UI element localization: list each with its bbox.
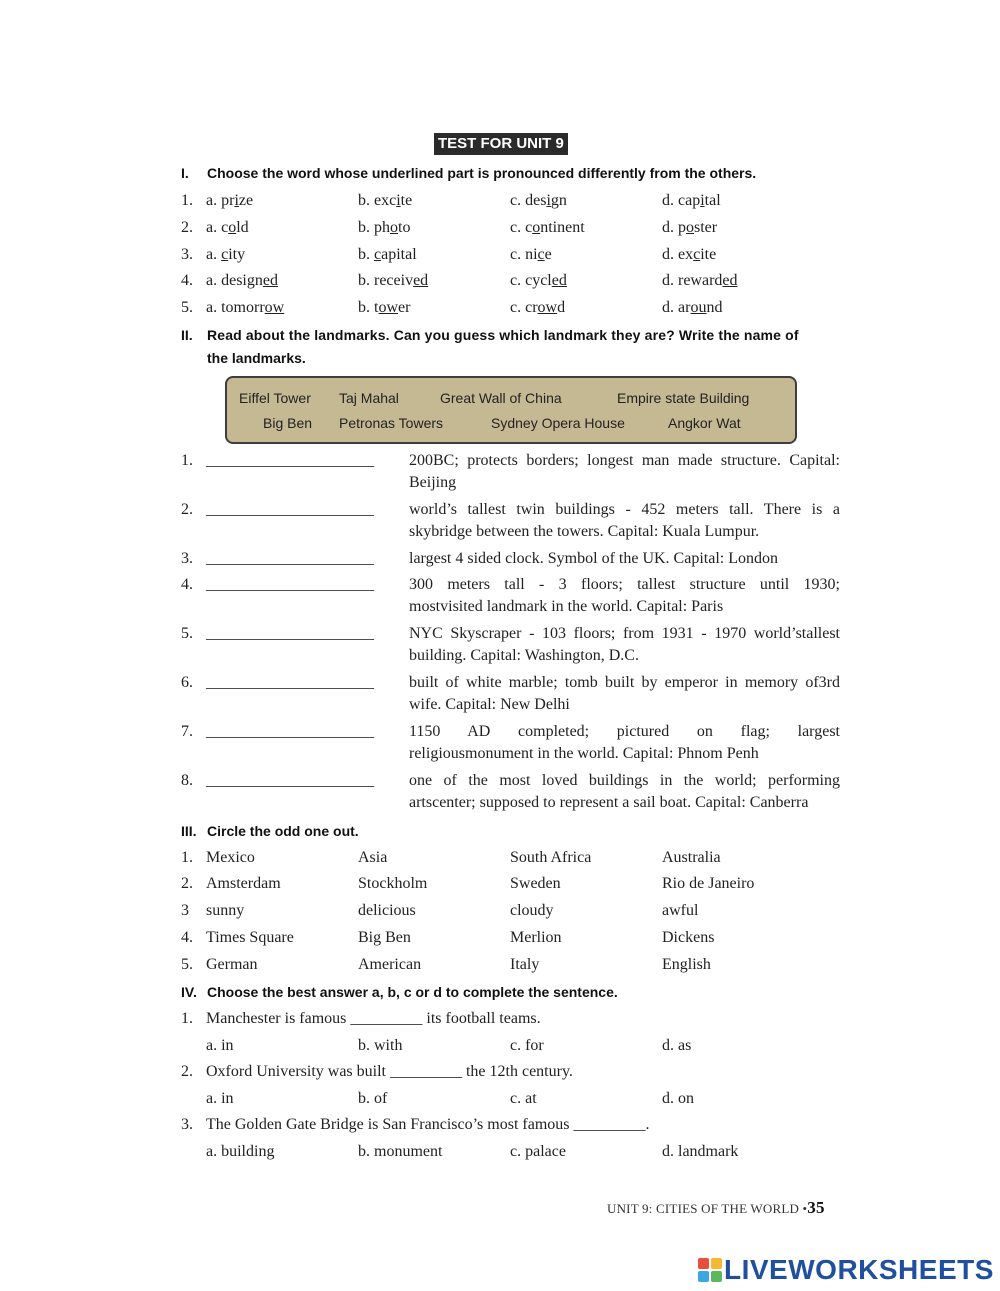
underlined-part: o [686,219,694,236]
underlined-part: o [228,219,237,236]
word-option: Stockholm [358,875,428,892]
question-row [0,1113,1000,1137]
answer-blank: _____________________ [206,452,374,469]
answer-choice: a. building [206,1143,275,1160]
option-row [0,243,1000,267]
description-line: building. Capital: Washington, D.C. [409,647,639,664]
item-number: 3. [181,550,193,567]
answer-option [206,189,253,213]
section-title: Read about the landmarks. Can you guess which landmark they are? Write the name of [207,327,799,343]
option-text: c. des [510,192,547,209]
answer-option [510,189,567,213]
odd-one-out-row [0,926,1000,950]
item-number: 4. [181,576,193,593]
odd-one-out-row [0,953,1000,977]
item-number: 7. [181,723,193,740]
odd-one-out-row [0,872,1000,896]
item-number: 4. [181,272,193,289]
landmark-item [0,770,1000,816]
landmark-description [409,450,840,494]
landmark-description [409,499,840,543]
underlined-part: i [234,192,239,209]
description-line: one of the most loved buildings in the world; performing [409,772,840,789]
answer-option [358,269,428,293]
answer-choice: b. with [358,1037,403,1054]
landmark-item [0,672,1000,718]
option-row [0,296,1000,320]
footer-unit: UNIT 9: CITIES OF THE WORLD • [607,1201,808,1216]
item-number: 3. [181,246,193,263]
answer-blank: _____________________ [206,550,374,567]
word-empire-state: Empire state Building [617,390,750,406]
answer-blank: _____________________ [206,501,374,518]
description-line: NYC Skyscraper - 103 floors; from 1931 - 1970 world’stallest [409,625,840,642]
option-text: ld [236,219,249,236]
answer-blank: _____________________ [206,625,374,642]
landmark-description [409,672,840,716]
option-text: ntinent [540,219,585,236]
landmark-description [409,721,840,765]
option-text: b. t [358,299,379,316]
word-big-ben: Big Ben [263,415,313,431]
option-row [0,216,1000,240]
option-text: er [398,299,411,316]
underlined-part: ed [722,272,738,289]
section-numeral: I. [181,165,189,181]
word-option: English [662,956,711,973]
choices-row [0,1034,1000,1058]
landmark-item [0,623,1000,669]
item-number: 5. [181,299,193,316]
option-text: d. p [662,219,686,236]
option-text: d. ar [662,299,691,316]
description-line: artscenter; supposed to represent a sail boat. Capital: Canberra [409,794,809,811]
question-text: The Golden Gate Bridge is San Francisco’s most famous _________. [206,1116,650,1133]
option-text: c. cr [510,299,538,316]
answer-choice: c. at [510,1090,537,1107]
option-text: d. ex [662,246,694,263]
word-option: American [358,956,422,973]
underlined-part: o [390,219,398,236]
word-option: sunny [206,902,245,919]
option-text: a. pr [206,192,235,209]
answer-option [662,243,716,267]
description-line: wife. Capital: New Delhi [409,696,570,713]
underlined-part: ow [378,299,399,316]
description-line: skybridge between the towers. Capital: Kuala Lumpur. [409,523,760,540]
answer-choice: d. as [662,1037,692,1054]
underlined-part: i [700,192,705,209]
option-text: ster [694,219,718,236]
item-number: 5. [181,956,193,973]
answer-blank: _____________________ [206,674,374,691]
option-row [0,269,1000,293]
underlined-part: c [693,246,701,263]
logo-text: LIVEWORKSHEETS [724,1254,994,1285]
odd-one-out-row [0,846,1000,870]
word-sydney-opera: Sydney Opera House [491,415,625,431]
option-text: c. ni [510,246,538,263]
word-option: delicious [358,902,416,919]
option-text: a. c [206,219,229,236]
landmark-description [409,548,840,570]
underlined-part: c [221,246,229,263]
word-option: Amsterdam [206,875,281,892]
underlined-part: ou [690,299,707,316]
description-line: largest 4 sided clock. Symbol of the UK. Capital: London [409,550,778,567]
answer-choice: a. in [206,1037,234,1054]
answer-choice: c. palace [510,1143,566,1160]
word-taj-mahal: Taj Mahal [339,390,399,406]
word-angkor-wat: Angkor Wat [668,415,741,431]
word-option: German [206,956,258,973]
item-number: 1. [181,452,193,469]
question-row [0,1007,1000,1031]
section-2-heading [181,327,841,371]
word-option: South Africa [510,849,592,866]
option-text: b. exc [358,192,397,209]
underlined-part: ed [551,272,567,289]
underlined-part: ed [413,272,429,289]
landmark-description [409,623,840,667]
section-3-heading [181,823,841,843]
option-text: ity [228,246,246,263]
section-numeral: II. [181,327,193,343]
word-option: Dickens [662,929,715,946]
option-text: d. reward [662,272,723,289]
landmark-word-box [225,376,797,444]
option-text: b. receiv [358,272,414,289]
word-option: Sweden [510,875,561,892]
page-number: 35 [807,1198,825,1217]
option-text: c. c [510,219,533,236]
option-text: nd [706,299,723,316]
item-number: 1. [181,192,193,209]
answer-option [662,189,721,213]
answer-option [510,243,552,267]
item-number: 5. [181,625,193,642]
word-option: Big Ben [358,929,411,946]
word-great-wall: Great Wall of China [440,390,562,406]
answer-blank: _____________________ [206,576,374,593]
option-text: gn [550,192,567,209]
underlined-part: ed [262,272,278,289]
answer-blank: _____________________ [206,723,374,740]
word-petronas: Petronas Towers [339,415,444,431]
landmark-description [409,770,840,814]
underlined-part: c [374,246,382,263]
item-number: 8. [181,772,193,789]
underlined-part: o [532,219,541,236]
page-title: TEST FOR UNIT 9 [434,133,568,155]
item-number: 2. [181,875,193,892]
answer-option [206,269,278,293]
option-text: tal [704,192,721,209]
option-text: a. tomorr [206,299,265,316]
answer-choice: b. of [358,1090,388,1107]
section-numeral: III. [181,823,197,839]
section-title: Circle the odd one out. [207,823,359,839]
odd-one-out-row [0,899,1000,923]
description-line: mostvisited landmark in the world. Capital: Paris [409,598,724,615]
answer-option [662,296,722,320]
word-option: Times Square [206,929,294,946]
item-number: 2. [181,219,193,236]
underlined-part: i [546,192,551,209]
answer-choice: a. in [206,1090,234,1107]
question-text: Oxford University was built _________ the 12th century. [206,1063,573,1080]
section-title: Choose the best answer a, b, c or d to complete the sentence. [207,984,618,1000]
word-option: awful [662,902,699,919]
answer-choice: d. landmark [662,1143,739,1160]
word-option: Mexico [206,849,255,866]
choices-row [0,1140,1000,1164]
answer-option [358,189,412,213]
underlined-part: ow [537,299,558,316]
option-text: b. ph [358,219,390,236]
answer-option [510,296,565,320]
option-text: a. design [206,272,263,289]
landmark-item [0,450,1000,496]
answer-option [510,216,585,240]
logo-blocks-icon [698,1258,722,1282]
answer-option [662,216,717,240]
answer-option [358,216,410,240]
item-number: 4. [181,929,193,946]
option-text: d. cap [662,192,701,209]
answer-option [358,296,410,320]
answer-option [206,216,249,240]
section-4-heading [181,984,841,1004]
description-line: 1150 AD completed; pictured on flag; largest [409,723,840,740]
answer-blank: _____________________ [206,772,374,789]
answer-choice: c. for [510,1037,544,1054]
description-line: religiousmonument in the world. Capital: Phnom Penh [409,745,759,762]
word-eiffel-tower: Eiffel Tower [239,390,311,406]
answer-option [358,243,417,267]
landmark-description [409,574,840,618]
question-number: 1. [181,1010,193,1027]
question-number: 3. [181,1116,193,1133]
section-title-cont: the landmarks. [207,350,306,366]
underlined-part: c [537,246,545,263]
question-row [0,1060,1000,1084]
answer-option [206,243,245,267]
landmark-item [0,499,1000,545]
word-option: cloudy [510,902,554,919]
answer-option [510,269,567,293]
option-row [0,189,1000,213]
answer-choice: b. monument [358,1143,443,1160]
option-text: c. cycl [510,272,552,289]
answer-option [206,296,284,320]
description-line: 200BC; protects borders; longest man made structure. Capital: [409,452,840,469]
answer-option [662,269,738,293]
word-option: Rio de Janeiro [662,875,755,892]
word-option: Merlion [510,929,562,946]
page-footer [607,1198,825,1218]
word-option: Asia [358,849,388,866]
question-text: Manchester is famous _________ its football teams. [206,1010,541,1027]
landmark-item [0,574,1000,620]
description-line: built of white marble; tomb built by emperor in memory of3rd [409,674,840,691]
underlined-part: ow [264,299,285,316]
option-text: a. [206,246,222,263]
section-title: Choose the word whose underlined part is pronounced differently from the others. [207,165,757,181]
underlined-part: i [396,192,401,209]
choices-row [0,1087,1000,1111]
option-text: to [398,219,411,236]
item-number: 3 [181,902,189,919]
word-option: Australia [662,849,721,866]
option-text: ze [238,192,254,209]
item-number: 6. [181,674,193,691]
section-numeral: IV. [181,984,197,1000]
option-text: e [544,246,552,263]
word-option: Italy [510,956,540,973]
option-text: ite [700,246,717,263]
option-text: te [400,192,413,209]
description-line: 300 meters tall - 3 floors; tallest structure until 1930; [409,576,840,593]
description-line: Beijing [409,474,457,491]
item-number: 2. [181,501,193,518]
question-number: 2. [181,1063,193,1080]
item-number: 1. [181,849,193,866]
description-line: world’s tallest twin buildings - 452 meters tall. There is a [409,501,840,518]
option-text: d [557,299,566,316]
option-text: apital [381,246,417,263]
answer-choice: d. on [662,1090,694,1107]
option-text: b. [358,246,374,263]
landmark-item [0,721,1000,767]
section-1-heading [181,165,841,185]
